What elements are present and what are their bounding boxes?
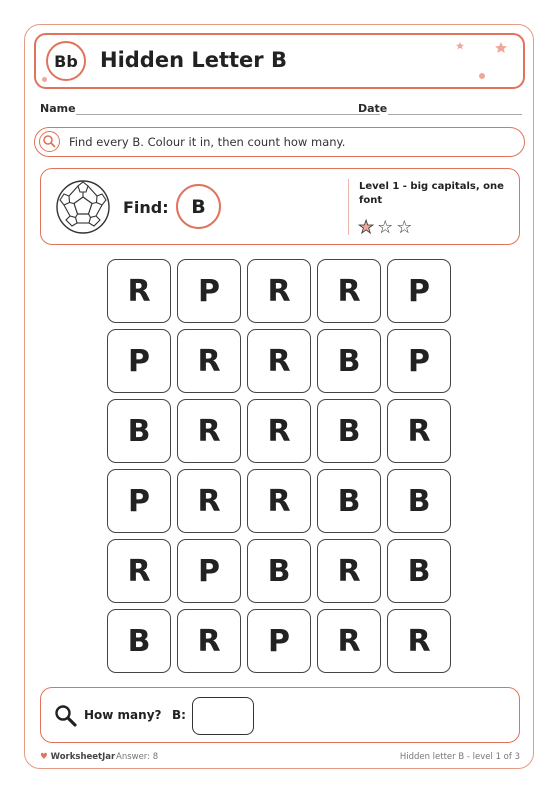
name-field[interactable] (76, 114, 380, 115)
magnifying-glass-icon (54, 704, 78, 728)
card-divider (348, 179, 349, 235)
letter-tile[interactable]: R (177, 609, 241, 673)
page-title: Hidden Letter B (100, 48, 287, 72)
target-letter: B (176, 184, 221, 229)
star-empty-icon: ☆ (396, 217, 413, 238)
letter-tile[interactable]: B (317, 469, 381, 533)
letter-tile[interactable]: R (247, 329, 311, 393)
letter-tile[interactable]: R (247, 259, 311, 323)
brand-name: WorksheetJar (50, 752, 116, 762)
letter-tile[interactable]: R (107, 539, 171, 603)
brand (40, 752, 115, 762)
letter-tile[interactable]: P (247, 609, 311, 673)
star-empty-icon: ☆ (377, 217, 394, 238)
letter-tile[interactable]: R (107, 259, 171, 323)
letter-tile[interactable]: B (107, 609, 171, 673)
decorative-stars-icon (455, 41, 515, 85)
football-icon (55, 179, 111, 235)
instruction-text: Find every B. Colour it in, then count how many. (69, 135, 346, 149)
footer (40, 752, 520, 766)
count-letter-label: B: (172, 708, 186, 722)
find-card (40, 168, 520, 245)
letter-tile[interactable]: R (387, 609, 451, 673)
letter-grid (107, 259, 451, 673)
letter-tile[interactable]: B (387, 469, 451, 533)
letter-tile[interactable]: R (177, 399, 241, 463)
letter-badge: Bb (46, 41, 86, 81)
answer-box[interactable] (192, 697, 254, 735)
letter-tile[interactable]: B (387, 539, 451, 603)
answer-key: Answer: 8 (116, 752, 159, 762)
letter-tile[interactable]: B (247, 539, 311, 603)
magnifier-badge (39, 131, 60, 152)
letter-tile[interactable]: P (107, 469, 171, 533)
name-date-row (40, 100, 522, 118)
level-description: Level 1 - big capitals, one font (359, 181, 504, 206)
decorative-dot (42, 77, 47, 82)
letter-tile[interactable]: R (177, 469, 241, 533)
letter-tile[interactable]: R (247, 399, 311, 463)
letter-tile[interactable]: B (107, 399, 171, 463)
letter-tile[interactable]: P (387, 259, 451, 323)
star-filled-icon: ★ (358, 217, 375, 238)
instruction-bar (34, 127, 525, 157)
date-label: Date (358, 102, 388, 115)
how-many-label: How many? (84, 708, 162, 722)
letter-tile[interactable]: P (177, 539, 241, 603)
heart-icon: ♥ (40, 752, 48, 762)
name-label: Name (40, 102, 76, 115)
difficulty-stars (358, 219, 412, 237)
letter-tile[interactable]: P (107, 329, 171, 393)
letter-tile[interactable]: R (317, 609, 381, 673)
letter-tile[interactable]: R (317, 539, 381, 603)
letter-tile[interactable]: B (317, 329, 381, 393)
page-info: Hidden letter B - level 1 of 3 (399, 752, 520, 762)
letter-tile[interactable]: R (387, 399, 451, 463)
letter-tile[interactable]: P (387, 329, 451, 393)
count-card (40, 687, 520, 743)
magnifier-icon (40, 132, 58, 150)
letter-tile[interactable]: R (177, 329, 241, 393)
letter-tile[interactable]: R (317, 259, 381, 323)
find-label: Find: (123, 198, 169, 217)
date-field[interactable] (388, 114, 522, 115)
letter-tile[interactable]: P (177, 259, 241, 323)
letter-tile[interactable]: R (247, 469, 311, 533)
title-card (34, 33, 525, 89)
letter-tile[interactable]: B (317, 399, 381, 463)
